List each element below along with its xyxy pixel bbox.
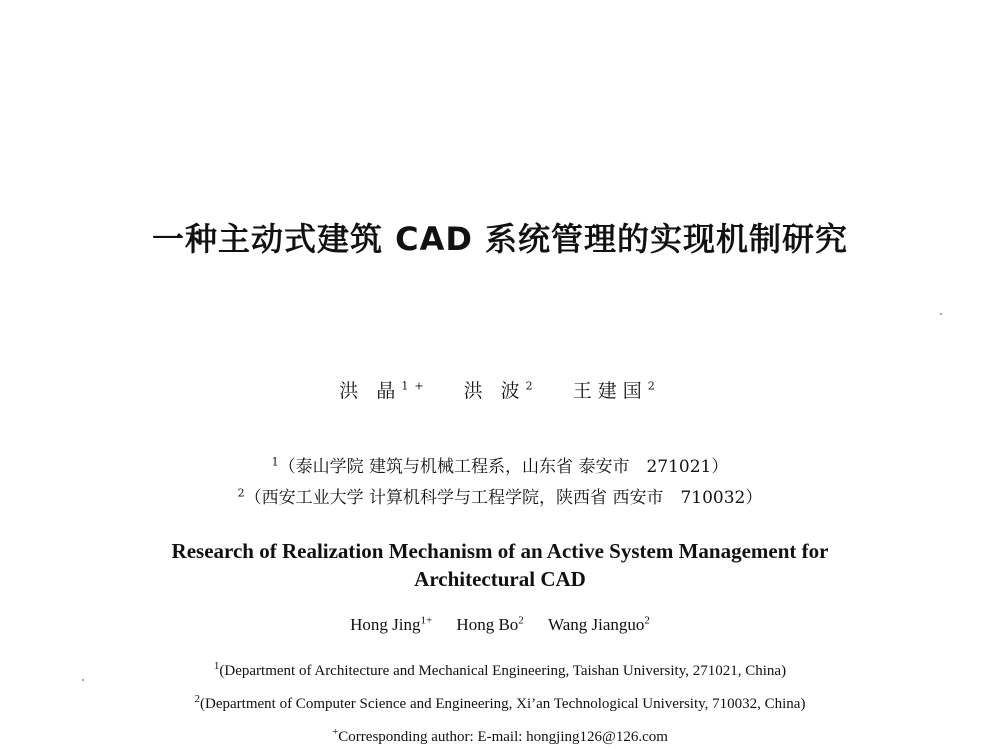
- chinese-author-2: [464, 380, 539, 402]
- author-name: Hong Jing: [350, 615, 421, 634]
- author-affiliation-mark: 2: [647, 379, 661, 393]
- english-author-list: [0, 615, 1000, 635]
- chinese-author-3: [573, 380, 661, 402]
- english-affiliation-2: [0, 693, 1000, 713]
- english-title-line-2: Architectural CAD: [414, 567, 586, 591]
- scan-speck: [940, 313, 942, 315]
- author-affiliation-mark: 2: [525, 379, 539, 393]
- chinese-title: 一种主动式建筑 CAD 系统管理的实现机制研究: [151, 220, 849, 258]
- author-name: 王建国: [572, 380, 648, 402]
- affiliation-text: （西安工业大学 计算机科学与工程学院，陕西省 西安市 710032）: [244, 488, 763, 508]
- affiliation-mark: 2: [194, 693, 201, 705]
- author-name: Hong Bo: [456, 615, 519, 634]
- english-author-2: [456, 615, 523, 634]
- english-title: [0, 537, 1000, 593]
- affiliation-text: (Department of Computer Science and Engineering, Xi’an Technological University, 710032, China): [200, 696, 806, 712]
- english-author-1: [350, 615, 432, 634]
- affiliation-mark: 1: [213, 660, 220, 672]
- author-name: 洪 晶: [339, 380, 402, 402]
- affiliation-mark: 1: [271, 455, 279, 469]
- author-affiliation-mark: 1+: [401, 379, 430, 393]
- corresponding-mark: +: [332, 726, 339, 738]
- chinese-affiliation-1: [0, 452, 1000, 477]
- corresponding-text: Corresponding author: E-mail: hongjing126@126.com: [338, 729, 668, 745]
- corresponding-author: [0, 726, 1000, 746]
- english-author-3: [548, 615, 650, 634]
- author-affiliation-mark: 2: [644, 614, 650, 627]
- affiliation-mark: 2: [237, 486, 245, 500]
- author-affiliation-mark: 1+: [420, 614, 433, 627]
- author-name: Wang Jianguo: [548, 615, 645, 634]
- scan-speck: [82, 679, 84, 681]
- author-affiliation-mark: 2: [518, 614, 524, 627]
- chinese-affiliation-2: [0, 483, 1000, 508]
- author-name: 洪 波: [463, 380, 526, 402]
- affiliation-text: （泰山学院 建筑与机械工程系，山东省 泰安市 271021）: [278, 457, 729, 477]
- chinese-author-list: [0, 376, 1000, 403]
- english-affiliation-1: [0, 660, 1000, 680]
- affiliation-text: (Department of Architecture and Mechanical Engineering, Taishan University, 271021, China): [219, 663, 787, 679]
- chinese-author-1: [339, 380, 429, 402]
- english-title-line-1: Research of Realization Mechanism of an Active System Management for: [171, 539, 829, 563]
